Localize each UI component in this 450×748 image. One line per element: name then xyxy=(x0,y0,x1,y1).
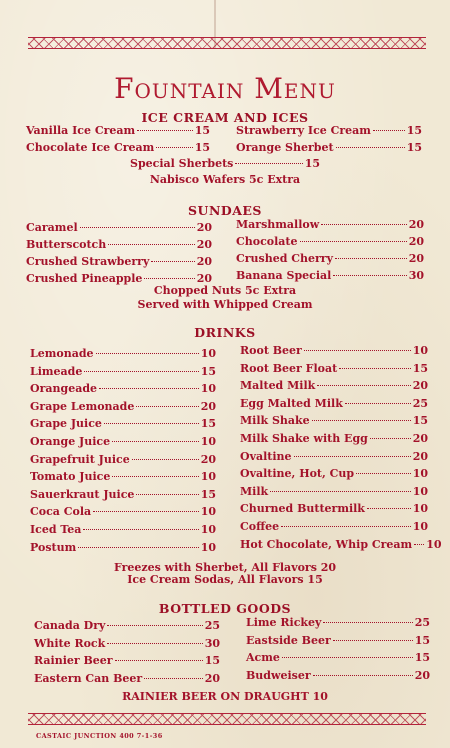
menu-item xyxy=(34,637,220,650)
dot-leader xyxy=(339,368,411,369)
menu-item xyxy=(240,362,428,375)
dot-leader xyxy=(373,130,405,131)
menu-item-price: 15 xyxy=(414,651,430,664)
dot-leader xyxy=(270,491,411,492)
note-whipped-cream: Served with Whipped Cream xyxy=(137,298,313,311)
menu-item-price: 30 xyxy=(204,636,220,650)
menu-item-price: 20 xyxy=(200,399,216,413)
dot-leader xyxy=(144,278,194,279)
menu-item-name: Chocolate Ice Cream xyxy=(26,140,155,154)
dot-leader xyxy=(313,675,413,676)
menu-item-price: 15 xyxy=(194,140,210,154)
dot-leader xyxy=(294,456,411,457)
menu-item xyxy=(236,141,422,154)
dot-leader xyxy=(144,678,202,679)
menu-item-name: Eastern Can Beer xyxy=(34,671,143,685)
menu-item-price: 10 xyxy=(200,540,216,554)
dot-leader xyxy=(345,403,411,404)
menu-item-name: Orange Sherbet xyxy=(236,140,334,154)
section-heading-drinks: DRINKS xyxy=(194,325,256,340)
menu-item xyxy=(236,269,424,282)
menu-item-name: Hot Chocolate, Whip Cream xyxy=(240,537,413,551)
menu-item-name: Grape Lemonade xyxy=(30,399,135,413)
dot-leader xyxy=(137,130,193,131)
printer-footer: CASTAIC JUNCTION 400 7-1-36 xyxy=(36,732,163,740)
menu-item-name: Orangeade xyxy=(30,382,98,396)
menu-item-name: Milk Shake with Egg xyxy=(240,432,368,445)
menu-item-name: Churned Buttermilk xyxy=(240,502,365,516)
dot-leader xyxy=(370,438,411,439)
menu-item-name: Grape Juice xyxy=(30,417,102,431)
menu-item xyxy=(240,397,428,410)
menu-item-price: 15 xyxy=(412,361,428,375)
dot-leader xyxy=(107,625,202,626)
menu-item-price: 20 xyxy=(412,432,428,445)
menu-item xyxy=(240,502,428,515)
menu-item xyxy=(30,365,216,378)
menu-item-name: Sauerkraut Juice xyxy=(30,487,135,501)
note-ice-cream-sodas: Ice Cream Sodas, All Flavors 15 xyxy=(127,573,323,586)
menu-item xyxy=(30,400,216,413)
menu-item xyxy=(30,435,216,448)
menu-item-name: Crushed Strawberry xyxy=(26,255,150,268)
dot-leader xyxy=(83,529,198,530)
menu-item xyxy=(240,520,428,533)
menu-item xyxy=(34,619,220,632)
dot-leader xyxy=(333,640,413,641)
menu-item-price: 20 xyxy=(414,668,430,682)
dot-leader xyxy=(84,371,198,372)
section-heading-sundaes: SUNDAES xyxy=(188,203,262,218)
menu-item-price: 10 xyxy=(412,502,428,516)
dot-leader xyxy=(312,420,411,421)
menu-item xyxy=(30,470,216,483)
dot-leader xyxy=(317,385,410,386)
menu-item xyxy=(240,379,428,392)
menu-item-name: Canada Dry xyxy=(34,619,106,632)
menu-item-price: 15 xyxy=(412,414,428,428)
menu-item-name: Postum xyxy=(30,540,77,554)
menu-item xyxy=(30,382,216,395)
menu-item-name: White Rock xyxy=(34,636,106,650)
dot-leader xyxy=(80,227,195,228)
menu-item xyxy=(240,450,428,463)
menu-item-name: Budweiser xyxy=(246,668,311,682)
menu-item-name: Marshmallow xyxy=(236,218,320,231)
menu-item-price: 15 xyxy=(200,364,216,378)
menu-item-price: 25 xyxy=(204,619,220,632)
dot-leader xyxy=(99,388,199,389)
note-chopped-nuts: Chopped Nuts 5c Extra xyxy=(153,284,297,297)
menu-item-name: Root Beer xyxy=(240,344,302,357)
dot-leader xyxy=(78,547,198,548)
dot-leader xyxy=(132,459,199,460)
menu-item xyxy=(30,417,216,430)
menu-item-price: 20 xyxy=(196,255,212,268)
menu-item-price: 10 xyxy=(200,505,216,519)
menu-item xyxy=(246,634,430,647)
menu-item-name: Rainier Beer xyxy=(34,654,113,667)
menu-item xyxy=(26,238,212,251)
menu-item xyxy=(30,505,216,518)
menu-item xyxy=(240,414,428,427)
dot-leader xyxy=(414,544,424,545)
menu-item-name: Strawberry Ice Cream xyxy=(236,124,371,137)
dot-leader xyxy=(321,224,406,225)
menu-item-special-sherbets: Special Sherbets 15 xyxy=(130,157,320,170)
menu-item-price: 20 xyxy=(196,221,212,234)
menu-item-name: Orange Juice xyxy=(30,435,111,448)
dot-leader xyxy=(336,147,405,148)
dot-leader xyxy=(282,657,413,658)
dot-leader xyxy=(107,643,202,644)
menu-item-price: 20 xyxy=(408,235,424,248)
menu-item xyxy=(236,124,422,137)
menu-item xyxy=(236,235,424,248)
menu-item xyxy=(30,488,216,501)
menu-item-price: 10 xyxy=(200,382,216,396)
menu-item-price: 20 xyxy=(196,238,212,251)
dot-leader xyxy=(136,494,198,495)
dot-leader xyxy=(112,441,199,442)
menu-item-name: Butterscotch xyxy=(26,238,107,251)
menu-item-price: 15 xyxy=(414,633,430,647)
menu-item-name: Milk Shake xyxy=(240,414,310,428)
menu-item xyxy=(240,485,428,498)
menu-item-price: 20 xyxy=(408,252,424,265)
menu-item-name: Root Beer Float xyxy=(240,361,338,375)
menu-item-name: Crushed Cherry xyxy=(236,252,333,265)
menu-item xyxy=(30,523,216,536)
menu-item xyxy=(34,654,220,667)
dot-leader xyxy=(281,526,411,527)
menu-item-price: 20 xyxy=(412,449,428,463)
menu-item xyxy=(26,124,210,137)
menu-item xyxy=(26,255,212,268)
bottom-border-ornament xyxy=(28,712,426,726)
menu-item-price: 20 xyxy=(196,272,212,285)
menu-item xyxy=(246,651,430,664)
dot-leader xyxy=(115,660,203,661)
menu-item-name: Tomato Juice xyxy=(30,470,111,484)
menu-item-name: Limeade xyxy=(30,364,83,378)
menu-item-price: 10 xyxy=(412,344,428,357)
menu-item xyxy=(26,221,212,234)
menu-item-name: Malted Milk xyxy=(240,379,316,393)
menu-item-price: 10 xyxy=(412,467,428,481)
menu-item xyxy=(240,344,428,357)
menu-item-price: 10 xyxy=(200,470,216,484)
dot-leader xyxy=(356,473,411,474)
menu-item-price: 10 xyxy=(412,520,428,533)
dot-leader xyxy=(304,350,411,351)
menu-item xyxy=(30,347,216,360)
note-nabisco-wafers: Nabisco Wafers 5c Extra xyxy=(149,173,301,186)
dot-leader xyxy=(156,147,192,148)
menu-item-name: Crushed Pineapple xyxy=(26,272,143,285)
dot-leader xyxy=(104,423,199,424)
menu-item xyxy=(34,672,220,685)
menu-item-price: 15 xyxy=(200,417,216,431)
note-freezes: Freezes with Sherbet, All Flavors 20 xyxy=(113,561,337,574)
dot-leader xyxy=(151,261,194,262)
dot-leader xyxy=(333,275,406,276)
menu-item-price: 15 xyxy=(406,140,422,154)
menu-item-price: 30 xyxy=(408,269,424,282)
menu-item-price: 15 xyxy=(194,124,210,137)
menu-item-price: 10 xyxy=(412,484,428,498)
menu-item-price: 10 xyxy=(200,435,216,448)
menu-item-price: 15 xyxy=(406,124,422,137)
dot-leader xyxy=(108,244,194,245)
menu-item-price: 15 xyxy=(200,487,216,501)
menu-item xyxy=(30,541,216,554)
menu-item xyxy=(240,432,428,445)
menu-item-name: Chocolate xyxy=(236,235,298,248)
menu-item-price: 20 xyxy=(412,379,428,393)
menu-title: Fountain Menu xyxy=(114,72,336,105)
menu-item-price: 15 xyxy=(204,654,220,667)
menu-item-name: Banana Special xyxy=(236,269,332,282)
menu-item xyxy=(236,252,424,265)
menu-item-name: Eastside Beer xyxy=(246,633,331,647)
menu-item-name: Iced Tea xyxy=(30,523,82,536)
menu-item xyxy=(26,141,210,154)
section-heading-ice-cream: ICE CREAM AND ICES xyxy=(141,110,309,125)
menu-item-name: Acme xyxy=(246,651,280,664)
menu-item-name: Egg Malted Milk xyxy=(240,396,343,410)
menu-item-price: 10 xyxy=(200,523,216,536)
dot-leader xyxy=(367,508,411,509)
menu-item xyxy=(246,669,430,682)
menu-item-name: Lime Rickey xyxy=(246,616,322,629)
section-heading-bottled-goods: BOTTLED GOODS xyxy=(158,601,292,616)
menu-item-price: 10 xyxy=(426,537,442,551)
menu-item-price: 20 xyxy=(204,671,220,685)
menu-item-price: 25 xyxy=(412,396,428,410)
menu-item xyxy=(30,453,216,466)
top-border-ornament xyxy=(28,36,426,50)
menu-item xyxy=(236,218,424,231)
menu-item-name: Coca Cola xyxy=(30,505,92,519)
dot-leader xyxy=(96,353,199,354)
menu-item-price: 20 xyxy=(200,452,216,466)
menu-item-name: Caramel xyxy=(26,221,78,234)
dot-leader xyxy=(136,406,198,407)
dot-leader xyxy=(335,258,407,259)
menu-item-price: 25 xyxy=(414,616,430,629)
menu-item-price: 10 xyxy=(200,347,216,360)
menu-item-name: Grapefruit Juice xyxy=(30,452,130,466)
menu-item-name: Ovaltine xyxy=(240,449,292,463)
menu-item-name: Milk xyxy=(240,484,269,498)
menu-item-name: Lemonade xyxy=(30,347,94,360)
menu-item xyxy=(246,616,430,629)
menu-item-name: Ovaltine, Hot, Cup xyxy=(240,467,355,481)
menu-item-price: 20 xyxy=(408,218,424,231)
note-rainier-draught: RAINIER BEER ON DRAUGHT 10 xyxy=(122,690,328,703)
dot-leader xyxy=(112,476,198,477)
dot-leader xyxy=(300,241,407,242)
dot-leader xyxy=(93,511,199,512)
menu-item xyxy=(240,537,442,551)
dot-leader xyxy=(323,622,412,623)
menu-item-name: Vanilla Ice Cream xyxy=(26,124,136,137)
menu-item xyxy=(240,467,428,480)
menu-item-name: Coffee xyxy=(240,520,280,533)
